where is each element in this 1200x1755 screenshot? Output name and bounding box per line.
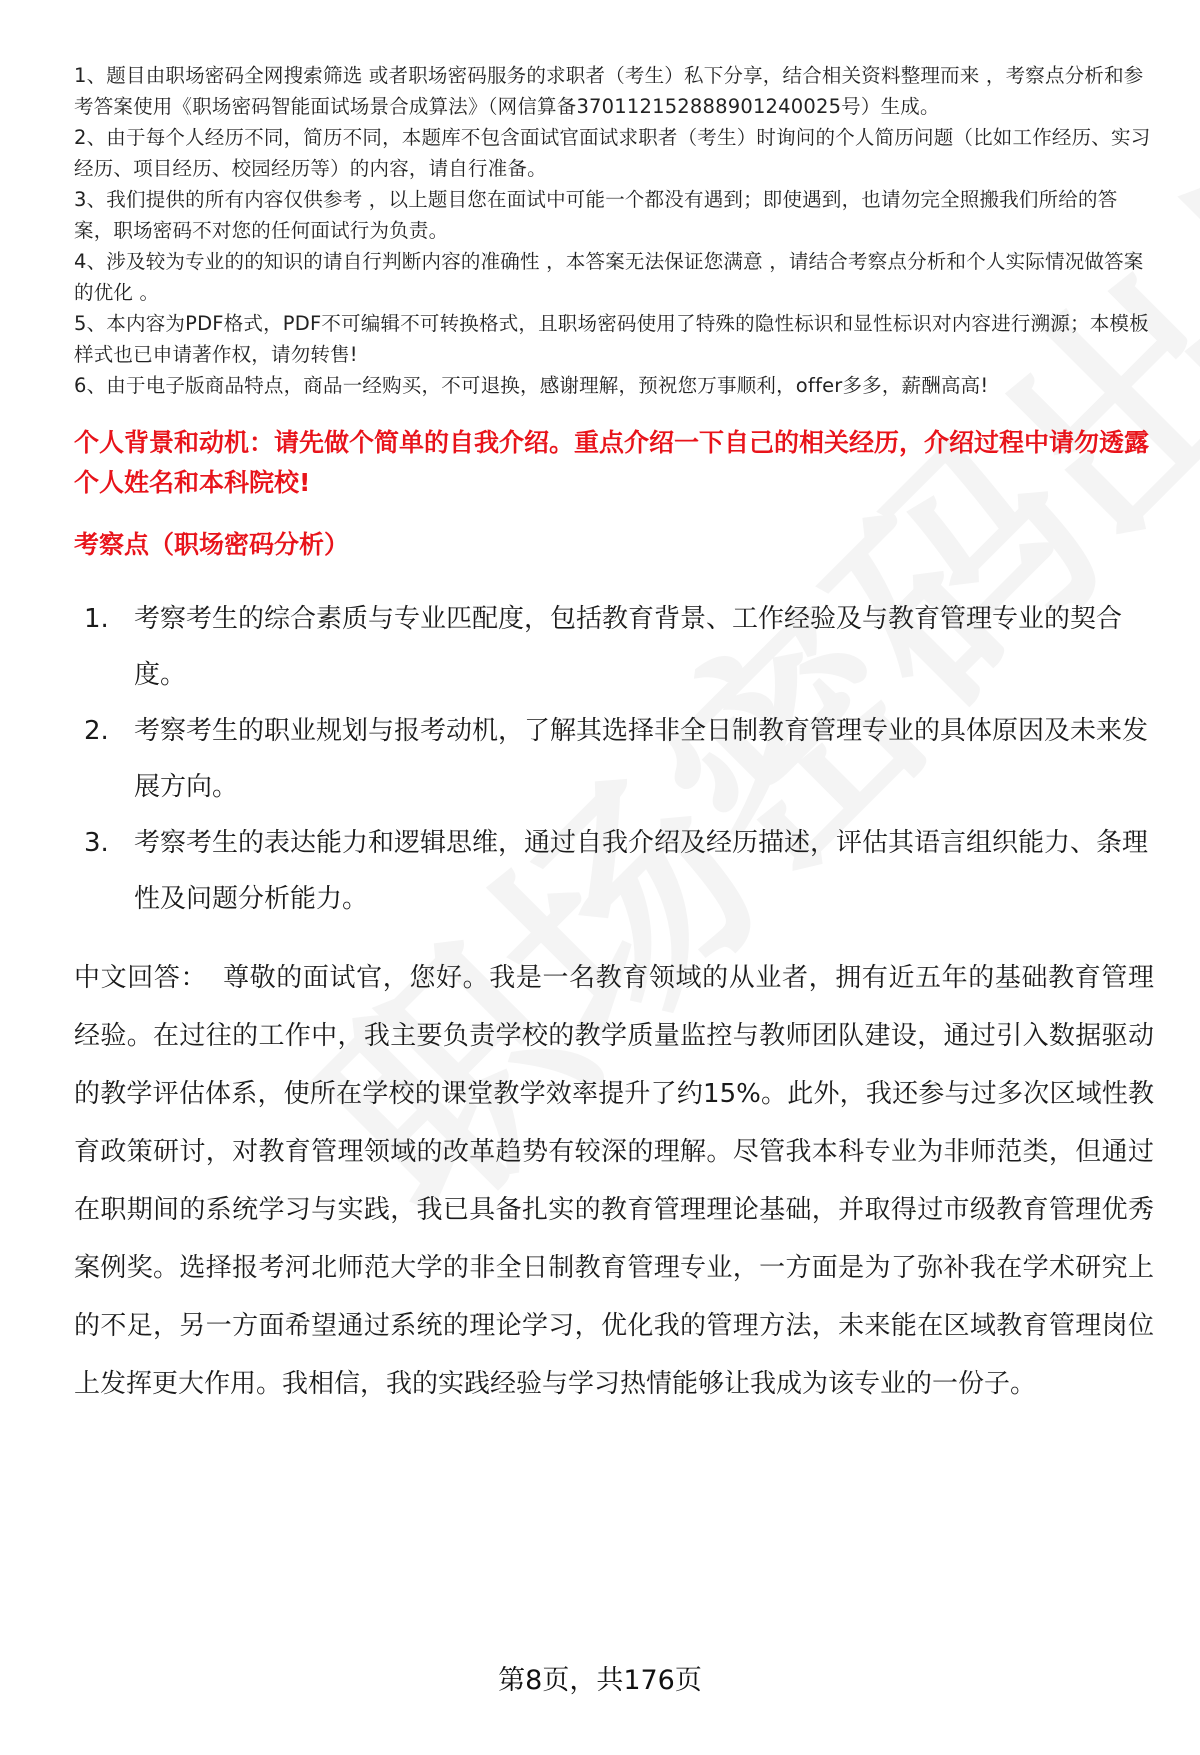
point-text: 考察考生的职业规划与报考动机，了解其选择非全日制教育管理专业的具体原因及未来发展方向。: [134, 716, 1149, 802]
point-text: 考察考生的综合素质与专业匹配度，包括教育背景、工作经验及与教育管理专业的契合度。: [134, 604, 1123, 690]
assessment-point: [74, 815, 1154, 927]
assessment-points-list: [74, 591, 1154, 927]
point-number: 3.: [84, 828, 109, 858]
answer-text: 尊敬的面试官，您好。我是一名教育领域的从业者，拥有近五年的基础教育管理经验。在过往的工作中，我主要负责学校的教学质量监控与教师团队建设，通过引入数据驱动的教学评估体系，使所在学校的课堂教学效率提升了约15%。此外，我还参与过多次区域性教育政策研讨，对教育管理领域的改革趋势有较深的理解。尽管我本科专业为非师范类，但通过在职期间的系统学习与实践，我已具备扎实的教育管理理论基础，并取得过市级教育管理优秀案例奖。选择报考河北师范大学的非全日制教育管理专业，一方面是为了弥补我在学术研究上的不足，另一方面希望通过系统的理论学习，优化我的管理方法，未来能在区域教育管理岗位上发挥更大作用。我相信，我的实践经验与学习热情能够让我成为该专业的一份子。: [74, 963, 1154, 1399]
point-number: 1.: [84, 604, 109, 634]
assessment-points-title: 考察点（职场密码分析）: [74, 530, 350, 559]
assessment-point: [74, 591, 1154, 703]
disclaimer-note: 1、题目由职场密码全网搜索筛选 或者职场密码服务的求职者（考生）私下分享，结合相关资料整理而来 ，考察点分析和参考答案使用《职场密码智能面试场景合成算法》（网信算备370112152888901240025号）生成。: [74, 64, 1144, 118]
document-page: [74, 60, 1154, 1413]
disclaimer-notes: [74, 60, 1154, 401]
answer-label: 中文回答：: [74, 963, 208, 993]
page-number: 第8页，共176页: [498, 1665, 702, 1696]
assessment-point: [74, 703, 1154, 815]
question-heading: 个人背景和动机：请先做个简单的自我介绍。重点介绍一下自己的相关经历，介绍过程中请勿透露个人姓名和本科院校!: [74, 428, 1150, 497]
disclaimer-note: 5、本内容为PDF格式，PDF不可编辑不可转换格式，且职场密码使用了特殊的隐性标识和显性标识对内容进行溯源；本模板样式也已申请著作权，请勿转售!: [74, 312, 1149, 366]
answer-paragraph: [74, 949, 1154, 1413]
disclaimer-note: 2、由于每个人经历不同，简历不同，本题库不包含面试官面试求职者（考生）时询问的个人简历问题（比如工作经历、实习经历、项目经历、校园经历等）的内容，请自行准备。: [74, 126, 1151, 180]
point-number: 2.: [84, 716, 109, 746]
disclaimer-note: 4、涉及较为专业的的知识的请自行判断内容的准确性 ，本答案无法保证您满意 ，请结合考察点分析和个人实际情况做答案的优化 。: [74, 250, 1144, 304]
disclaimer-note: 3、我们提供的所有内容仅供参考 ，以上题目您在面试中可能一个都没有遇到；即使遇到，也请勿完全照搬我们所给的答案，职场密码不对您的任何面试行为负责。: [74, 188, 1118, 242]
disclaimer-note: 6、由于电子版商品特点，商品一经购买，不可退换，感谢理解，预祝您万事顺利，offer多多，薪酬高高!: [74, 374, 989, 397]
point-text: 考察考生的表达能力和逻辑思维，通过自我介绍及经历描述，评估其语言组织能力、条理性及问题分析能力。: [134, 828, 1149, 914]
